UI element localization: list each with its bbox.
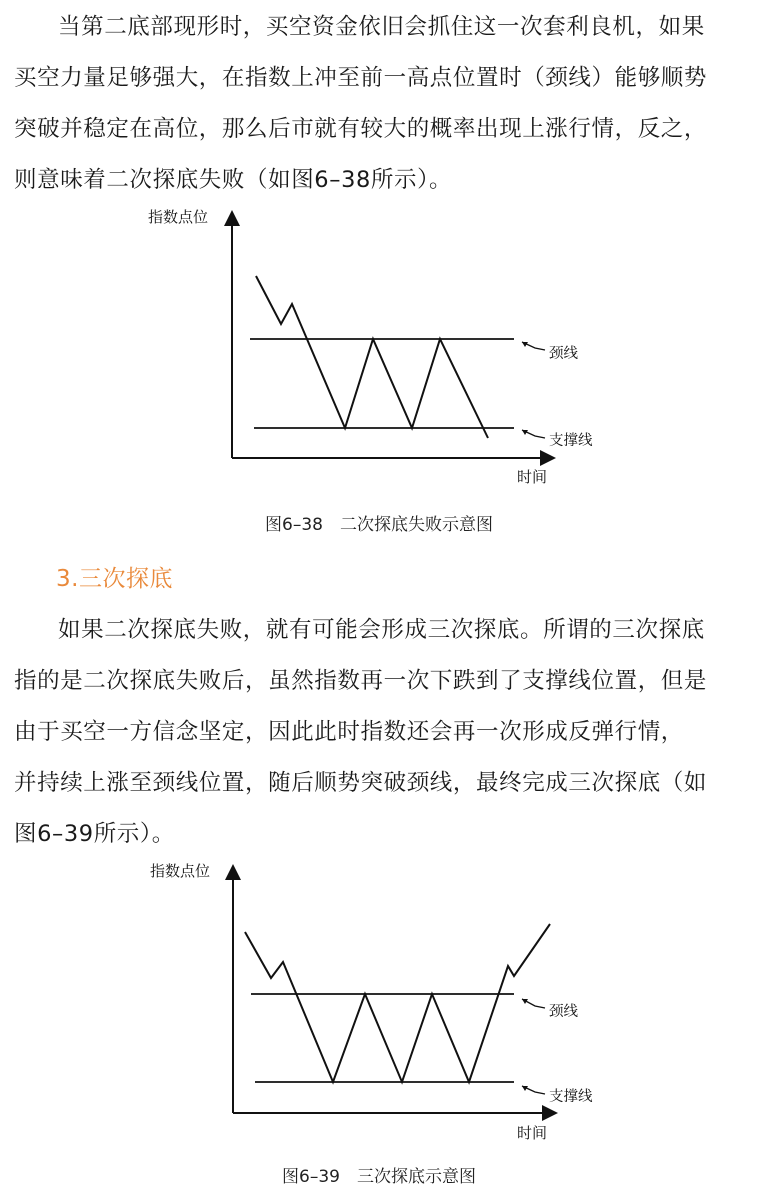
paragraph-line: 指的是二次探底失败后，虽然指数再一次下跌到了支撑线位置，但是	[14, 668, 708, 694]
price-path	[245, 924, 550, 1082]
paragraph-1	[14, 2, 746, 206]
paragraph-2	[14, 605, 746, 860]
triple-bottom-diagram	[0, 860, 758, 1155]
section-heading: 3.三次探底	[56, 566, 173, 592]
figure-caption: 图6–39 三次探底示意图	[282, 1167, 476, 1187]
paragraph-line: 当第二底部现形时，买空资金依旧会抓住这一次套利良机，如果	[58, 14, 705, 40]
figure-caption: 图6–38 二次探底失败示意图	[265, 515, 493, 535]
paragraph-line: 买空力量足够强大，在指数上冲至前一高点位置时（颈线）能够顺势	[14, 65, 708, 91]
paragraph-line: 并持续上涨至颈线位置，随后顺势突破颈线，最终完成三次探底（如	[14, 770, 708, 796]
price-path	[256, 276, 488, 438]
support-label: 支撑线	[549, 1089, 593, 1105]
neckline-label: 颈线	[549, 346, 578, 362]
paragraph-line: 则意味着二次探底失败（如图6–38所示）。	[14, 167, 453, 193]
support-label: 支撑线	[549, 433, 593, 449]
y-axis-label: 指数点位	[148, 208, 209, 226]
paragraph-line: 如果二次探底失败，就有可能会形成三次探底。所谓的三次探底	[58, 617, 705, 643]
y-axis-label: 指数点位	[150, 862, 211, 880]
paragraph-line: 图6–39所示）。	[14, 821, 175, 847]
paragraph-line: 由于买空一方信念坚定，因此此时指数还会再一次形成反弹行情，	[14, 719, 684, 745]
x-axis-label: 时间	[517, 1124, 548, 1142]
figure-6-38	[0, 200, 758, 540]
x-axis-label: 时间	[517, 468, 548, 486]
figure-6-39	[0, 860, 758, 1192]
paragraph-line: 突破并稳定在高位，那么后市就有较大的概率出现上涨行情，反之，	[14, 116, 708, 142]
neckline-label: 颈线	[549, 1004, 578, 1020]
double-bottom-failure-diagram	[0, 200, 758, 500]
